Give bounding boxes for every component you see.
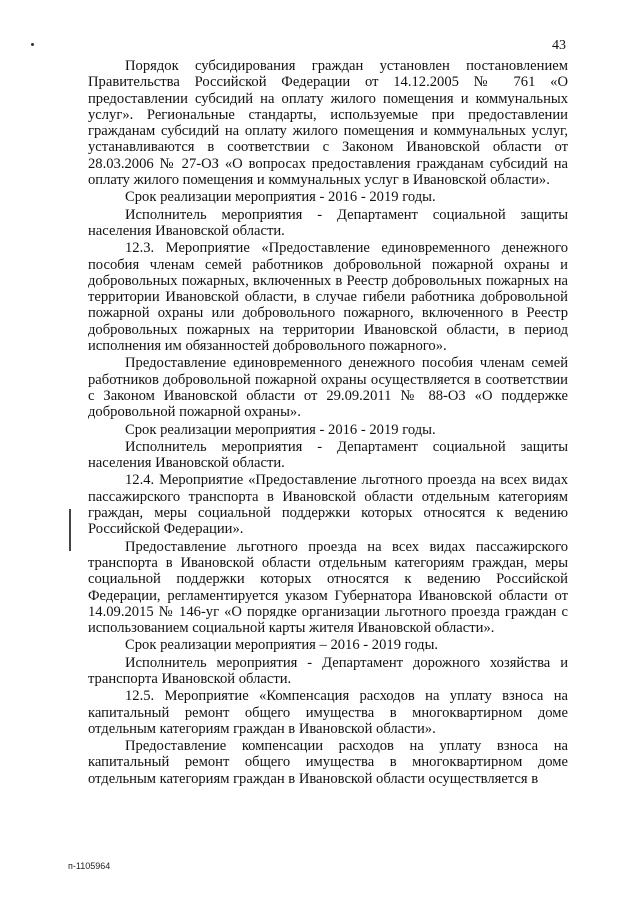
paragraph-measure-12-5-details: Предоставление компенсации расходов на уплату взноса на капитальный ремонт общего имущества в многоквартирном доме отдельным категориям граждан в Ивановской области осуществляется в (88, 738, 568, 787)
document-body (88, 58, 568, 788)
scan-speck (31, 43, 34, 46)
page-number: 43 (552, 38, 566, 53)
paragraph-term: Срок реализации мероприятия - 2016 - 2019 годы. (125, 189, 436, 206)
paragraph-measure-12-4: 12.4. Мероприятие «Предоставление льготного проезда на всех видах пассажирского транспорта в Ивановской области отдельным категориям граждан, меры социальной поддержки которых относятся к ведению Российской Федерации». (88, 472, 568, 538)
paragraph-measure-12-5: 12.5. Мероприятие «Компенсация расходов на уплату взноса на капитальный ремонт общего имущества в многоквартирном доме отдельным категориям граждан в Ивановской области». (88, 688, 568, 737)
paragraph-executor: Исполнитель мероприятия - Департамент социальной защиты населения Ивановской области. (88, 438, 568, 472)
paragraph-term: Срок реализации мероприятия - 2016 - 2019 годы. (125, 421, 436, 438)
scan-margin-mark (69, 509, 71, 551)
paragraph-term: Срок реализации мероприятия – 2016 - 2019 годы. (125, 637, 439, 654)
paragraph-measure-12-4-details: Предоставление льготного проезда на всех видах пассажирского транспорта в Ивановской области отдельным категориям граждан, меры социальной поддержки которых относятся к ведению Российской Федерации, регламентируется указом Губернатора Ивановской области от 14.09.2015 № 146-уг «О порядке организации льготного проезда граждан с использованием социальной карты жителя Ивановской области». (88, 538, 568, 637)
paragraph-measure-12-3-details: Предоставление единовременного денежного пособия членам семей работников добровольной пожарной охраны осуществляется в соответствии с Законом Ивановской области от 29.09.2011 № 88-ОЗ «О поддержке добровольной пожарной охраны». (88, 355, 568, 421)
paragraph-executor: Исполнитель мероприятия - Департамент социальной защиты населения Ивановской области. (88, 206, 568, 239)
document-code: п-1105964 (68, 861, 111, 871)
paragraph-subsidy-procedure: Порядок субсидирования граждан установлен постановлением Правительства Российской Федерации от 14.12.2005 № 761 «О предоставлении субсидий на оплату жилого помещения и коммунальных услуг». Региональные стандарты, используемые при предоставлении гражданам субсидий на оплату жилого помещения и коммунальных услуг, устанавливаются в соответствии с Законом Ивановской области от 28.03.2006 № 27-ОЗ «О вопросах предоставления гражданам субсидий на оплату жилого помещения и коммунальных услуг в Ивановской области». (88, 58, 568, 189)
paragraph-executor: Исполнитель мероприятия - Департамент дорожного хозяйства и транспорта Ивановской области. (88, 654, 568, 687)
paragraph-measure-12-3: 12.3. Мероприятие «Предоставление единовременного денежного пособия членам семей работников добровольной пожарной охраны и добровольных пожарных, включенных в Реестр добровольных пожарных на территории Ивановской области, в случае гибели работника добровольной пожарной охраны или добровольного пожарного, включенного в Реестр добровольных пожарных на территории Ивановской области, в период исполнения им обязанностей добровольного пожарного». (88, 240, 568, 355)
